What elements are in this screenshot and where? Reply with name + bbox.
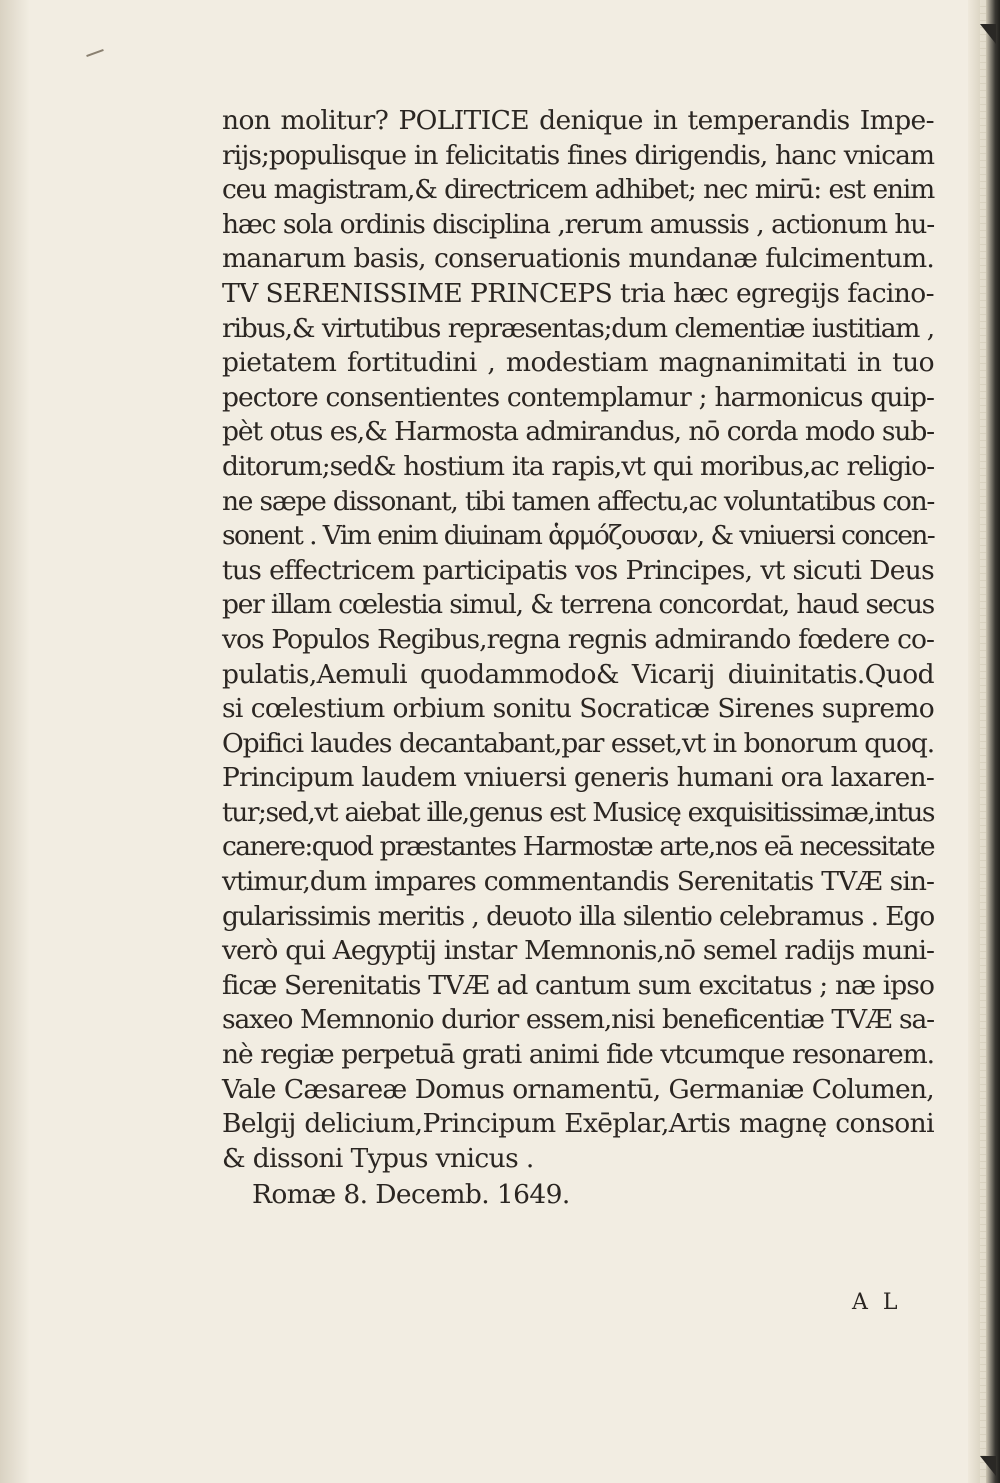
text-line: Opifici laudes decantabant,par esset,vt in bonorum quoq. <box>222 727 934 759</box>
text-line: per illam cœlestia simul, & terrena concordat, haud secus <box>222 589 934 621</box>
text-line: canere:quod præstantes Harmostæ arte,nos eā necessitate <box>222 831 934 863</box>
text-line: sonent . Vim enim diuinam ἁρμόζουσαν, & vniuersi concen- <box>222 520 934 552</box>
gutter-shadow <box>0 0 30 1483</box>
text-line: pèt otus es,& Harmosta admirandus, nō corda modo sub- <box>222 416 934 448</box>
text-line: ne sæpe dissonant, tibi tamen affectu,ac voluntatibus con- <box>222 485 934 517</box>
text-line: hæc sola ordinis disciplina ,rerum amussis , actionum hu- <box>222 208 934 240</box>
text-line: pectore consentientes contemplamur ; harmonicus quip- <box>222 381 934 413</box>
body-text <box>222 104 934 1213</box>
text-line: vos Populos Regibus,regna regnis admirando fœdere co- <box>222 623 934 655</box>
text-line: nè regiæ perpetuā grati animi fide vtcumque resonarem. <box>222 1039 934 1071</box>
text-line: & dissoni Typus vnicus . <box>222 1142 534 1174</box>
text-line: saxeo Memnonio durior essem,nisi beneficentiæ TVÆ sa- <box>222 1004 934 1036</box>
margin-mark <box>86 49 104 57</box>
text-line: pulatis,Aemuli quodammodo& Vicarij diuinitatis.Quod <box>222 658 934 690</box>
text-line: Belgij delicium,Principum Exēplar,Artis magnę consoni <box>222 1108 934 1140</box>
text-line: verò qui Aegyptij instar Memnonis,nō semel radijs muni- <box>222 935 934 967</box>
dateline: Romæ 8. Decemb. 1649. <box>252 1179 570 1211</box>
text-line: ditorum;sed& hostium ita rapis,vt qui moribus,ac religio- <box>222 450 934 482</box>
text-line: ceu magistram,& directricem adhibet; nec mirū: est enim <box>222 174 934 206</box>
text-line: pietatem fortitudini , modestiam magnanimitati in tuo <box>222 347 934 379</box>
page-edge-stack <box>980 0 986 1483</box>
text-line: si cœlestium orbium sonitu Socraticæ Sirenes supremo <box>222 693 934 725</box>
text-line: ficæ Serenitatis TVÆ ad cantum sum excitatus ; næ ipso <box>222 969 934 1001</box>
text-line: ribus,& virtutibus repræsentas;dum clementiæ iustitiam , <box>222 312 934 344</box>
text-line: tur;sed,vt aiebat ille,genus est Musicę exquisitissimæ,intus <box>222 796 934 828</box>
text-line: tus effectricem participatis vos Principes, vt sicuti Deus <box>222 554 934 586</box>
text-line: Principum laudem vniuersi generis humani ora laxaren- <box>222 762 934 794</box>
text-line: rijs;populisque in felicitatis fines dirigendis, hanc vnicam <box>222 139 934 171</box>
catchword: A L <box>852 1290 902 1315</box>
text-line: gularissimis meritis , deuoto illa silentio celebramus . Ego <box>222 900 934 932</box>
text-line: non molitur? POLITICE denique in temperandis Impe- <box>222 105 934 136</box>
text-line: Vale Cæsareæ Domus ornamentū, Germaniæ Columen, <box>222 1073 934 1105</box>
text-line: manarum basis, conseruationis mundanæ fulcimentum. <box>222 243 934 275</box>
text-line: TV SERENISSIME PRINCEPS tria hæc egregijs facino- <box>222 277 934 309</box>
text-line: vtimur,dum impares commentandis Serenitatis TVÆ sin- <box>222 866 934 898</box>
